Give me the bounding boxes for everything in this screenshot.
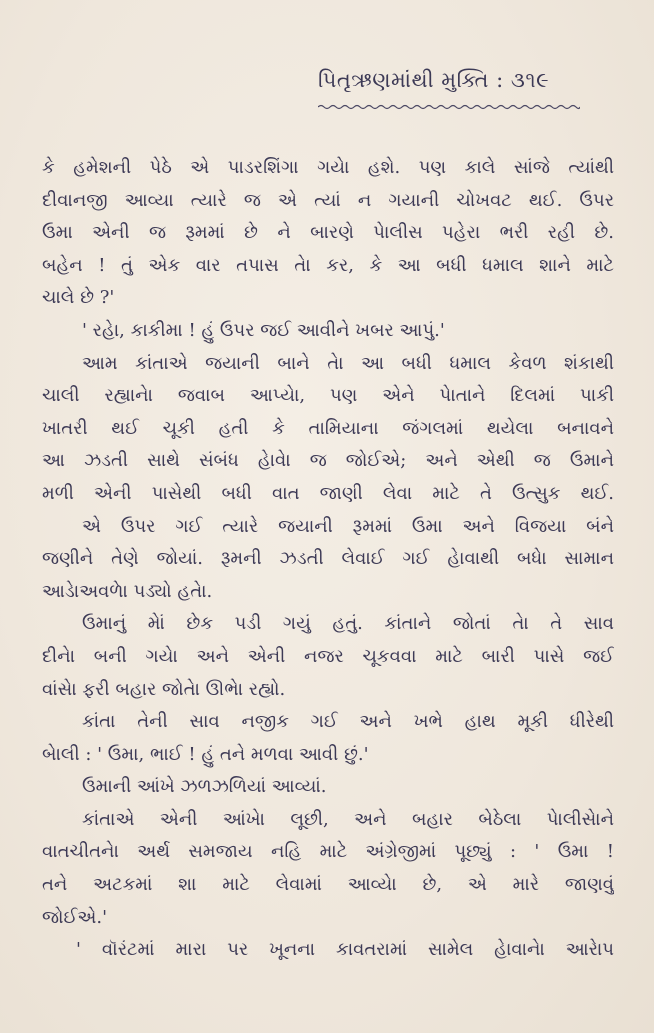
text-line: કાંતા તેની સાવ નજીક ગઈ અને ખભે હાથ મૂકી ધીરેથી [82,711,614,733]
text-line: બહેન ! તું એક વાર તપાસ તેા કર, કે આ બધી ધમાલ શાને માટે [42,254,614,276]
text-line: ઉમાનું મેાં છેક પડી ગયું હતું. કાંતાને જોતાં તેા તે સાવ [82,613,614,635]
text-line: ચાલે છે ?' [42,287,115,309]
text-line: દીવાનજી આવ્યા ત્યારે જ એ ત્યાં ન ગયાની ચોખવટ થઈ. ઉપર [42,189,614,211]
text-line: આડેાઅવળેા પડ્યો હતેા. [42,580,213,602]
text-line: એ ઉપર ગઈ ત્યારે જયાની રૂમમાં ઉમા અને વિજયા બંને [82,515,614,537]
text-line: આ ઝડતી સાથે સંબંધ હેાવેા જ જોઈએ; અને એથી જ ઉમાને [42,450,614,472]
text-line: વાંસેા ફરી બહાર જોતેા ઊભેા રહ્યો. [42,678,286,700]
text-line: જોઈએ.' [42,906,108,928]
text-line: ચાલી રહ્યાનેા જવાબ આપ્યેા, પણ એને પેાતાને દિલમાં પાકી [42,385,614,407]
page-header-title: પિતૃઋણમાંથી મુક્તિ : ૩૧૯ [318,68,550,92]
header-wavy-rule [318,104,580,110]
text-line: કાંતાએ એની આંખેા લૂછી, અને બહાર બેઠેલા પેાલીસેાને [82,808,614,830]
text-line: ઉમાની આંખે ઝળઝળિયાં આવ્યાં. [82,776,327,798]
text-line: ઉમા એની જ રૂમમાં છે ને બારણે પેાલીસ પહેરા ભરી રહી છે. [42,222,614,244]
text-line: તને અટકમાં શા માટે લેવામાં આવ્યેા છે, એ મારે જાણવું [42,874,614,896]
body-text [42,152,614,967]
text-line: ' વૉરંટમાં મારા પર ખૂનના કાવતરામાં સામેલ હેાવાનેા આરેાપ [76,939,614,961]
text-line: આમ કાંતાએ જયાની બાને તેા આ બધી ધમાલ કેવળ શંકાથી [82,352,614,374]
text-line: જણીને તેણે જોયાં. રૂમની ઝડતી લેવાઈ ગઈ હેાવાથી બધેા સામાન [42,548,614,570]
running-header [318,68,608,112]
text-line: કે હમેશની પેઠે એ પાડરશિંગા ગયેા હશે. પણ કાલે સાંજે ત્યાંથી [42,157,614,178]
text-line: દીનેા બની ગયેા અને એની નજર ચૂકવવા માટે બારી પાસે જઈ [42,645,614,667]
text-line: ખાતરી થઈ ચૂકી હતી કે તામિયાના જંગલમાં થયેલા બનાવને [42,417,614,439]
text-line: ' રહેા, કાકીમા ! હું ઉપર જઈ આવીને ખબર આપું.' [82,319,445,341]
text-line: મળી એની પાસેથી બધી વાત જાણી લેવા માટે તે ઉત્સુક થઈ. [42,482,614,504]
text-line: વાતચીતનેા અર્થ સમજાય નહિ માટે અંગ્રેજીમાં પૂછ્યું : ' ઉમા ! [42,841,614,863]
text-line: બેાલી : ' ઉમા, ભાઈ ! હું તને મળવા આવી છું.' [42,743,369,765]
